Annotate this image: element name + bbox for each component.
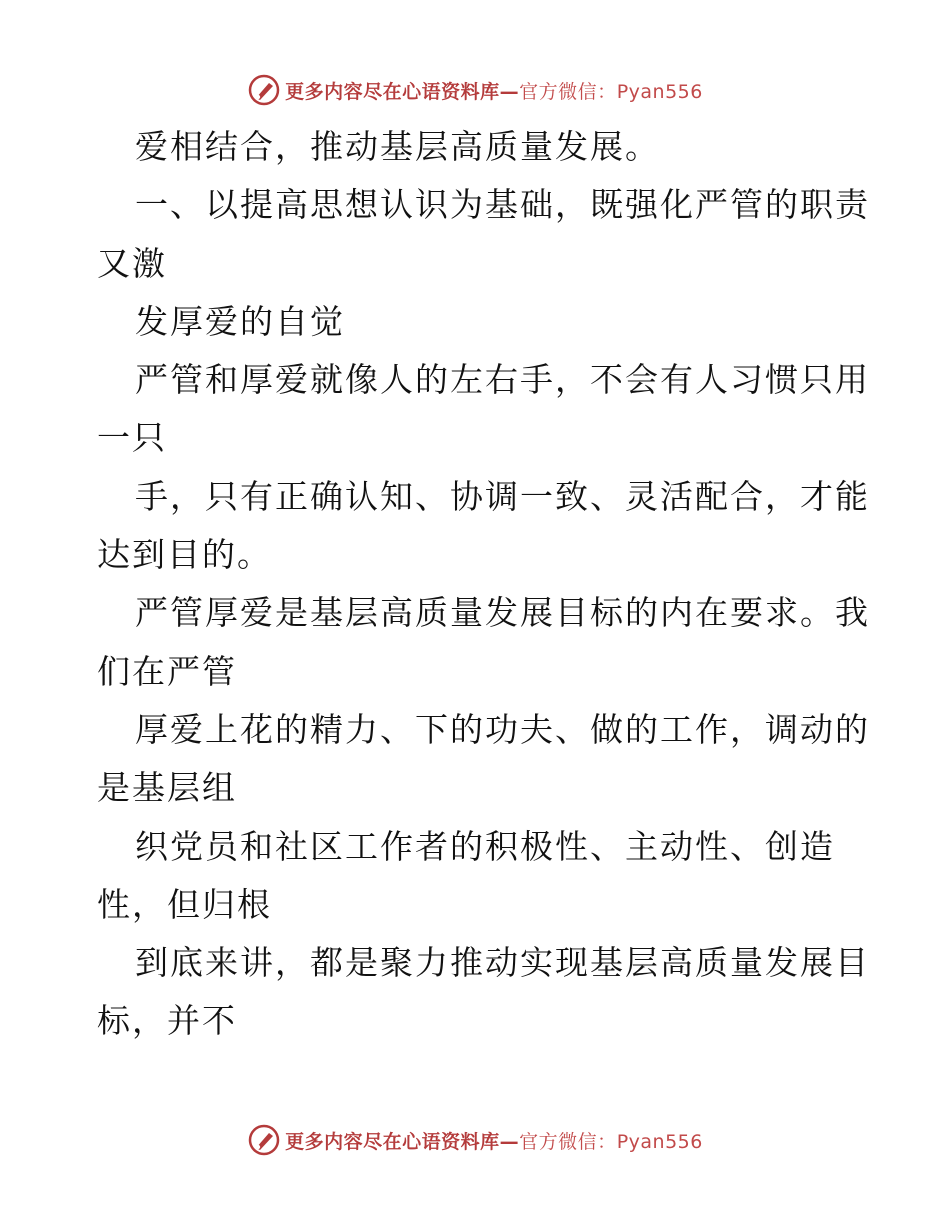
header-brand-text [285, 77, 703, 104]
paragraph-line: 严管厚爱是基层高质量发展目标的内在要求。我 [135, 593, 870, 633]
paragraph-line: 标，并不 [97, 1001, 237, 1041]
paragraph-line: 们在严管 [97, 651, 237, 691]
footer-brand-text [285, 1127, 703, 1154]
pen-logo-icon [247, 73, 281, 107]
paragraph-line: 严管和厚爱就像人的左右手，不会有人习惯只用 [135, 360, 870, 400]
paragraph-line: 又激 [97, 243, 167, 283]
paragraph-line: 是基层组 [97, 768, 237, 808]
footer-contact-id: Pyan556 [616, 1130, 703, 1153]
footer-brand-label: 更多内容尽在心语资料库— [285, 1130, 520, 1153]
paragraph-line: 手，只有正确认知、协调一致、灵活配合，才能 [135, 476, 870, 516]
paragraph-line: 达到目的。 [97, 535, 272, 575]
paragraph-line: 到底来讲，都是聚力推动实现基层高质量发展目 [135, 943, 870, 983]
paragraph-line: 性，但归根 [97, 884, 272, 924]
paragraph-line: 织党员和社区工作者的积极性、主动性、创造 [135, 826, 835, 866]
paragraph-line: 一、以提高思想认识为基础，既强化严管的职责 [135, 185, 870, 225]
paragraph-line: 一只 [97, 418, 167, 458]
paragraph-line: 厚爱上花的精力、下的功夫、做的工作，调动的 [135, 709, 870, 749]
header-brand-label: 更多内容尽在心语资料库— [285, 80, 520, 103]
header-contact-id: Pyan556 [616, 80, 703, 103]
document-body [97, 118, 870, 1051]
header-contact-label: 官方微信： [519, 80, 617, 103]
footer-banner [0, 1120, 950, 1160]
footer-contact-label: 官方微信： [519, 1130, 617, 1153]
pen-logo-icon [247, 1123, 281, 1157]
header-banner [0, 70, 950, 110]
paragraph-line: 爱相结合，推动基层高质量发展。 [135, 127, 660, 166]
paragraph-line: 发厚爱的自觉 [135, 301, 345, 341]
